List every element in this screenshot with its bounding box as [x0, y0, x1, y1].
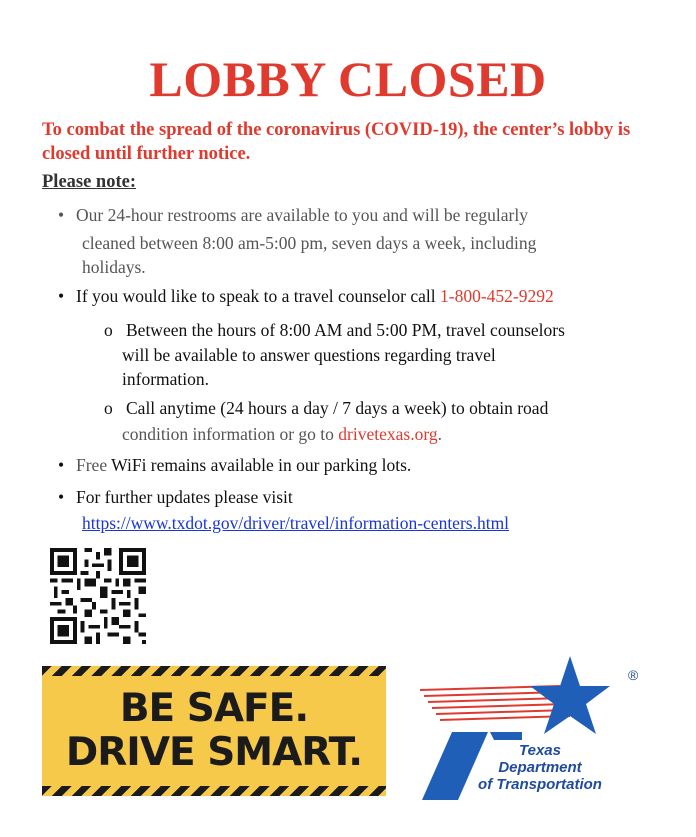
bullet-counselor — [58, 284, 554, 308]
restrooms-line-2: cleaned between 8:00 am-5:00 pm, seven days a week, including — [82, 233, 537, 253]
restrooms-line-1: Our 24-hour restrooms are available to you and will be regularly — [76, 205, 528, 225]
please-note-heading: Please note: — [42, 172, 137, 192]
bullet-restrooms — [58, 203, 528, 227]
sub-bullet-hours — [104, 318, 565, 342]
updates-url-row — [82, 511, 509, 535]
anytime-line-2-text: condition information or go to — [122, 424, 339, 444]
bullet-icon: • — [58, 205, 65, 225]
updates-text: For further updates please visit — [76, 487, 293, 507]
txdot-logo-text — [470, 742, 610, 793]
hours-line-1: Between the hours of 8:00 AM and 5:00 PM, travel counselors — [126, 320, 565, 340]
hazard-stripe-top — [42, 666, 386, 676]
txdot-url-link[interactable]: https://www.txdot.gov/driver/travel/information-centers.html — [82, 513, 510, 533]
banner-line-1: BE SAFE. — [119, 686, 309, 731]
circle-bullet-icon: o — [104, 320, 113, 340]
page-title: LOBBY CLOSED — [149, 51, 547, 107]
anytime-line-2 — [122, 422, 442, 446]
logo-line-1: Texas — [519, 742, 561, 759]
bullet-icon: • — [58, 455, 65, 475]
sub-bullet-anytime — [104, 396, 549, 420]
counselor-text: If you would like to speak to a travel counselor call — [76, 286, 440, 306]
restrooms-line-3: holidays. — [82, 257, 146, 277]
wifi-text: WiFi remains available in our parking lots. — [111, 455, 412, 475]
bullet-icon: • — [58, 286, 65, 306]
bullet-wifi — [58, 453, 412, 477]
logo-line-3: of Transportation — [478, 776, 602, 793]
bullet-icon: • — [58, 487, 65, 507]
anytime-line-1: Call anytime (24 hours a day / 7 days a week) to obtain road — [126, 398, 549, 418]
circle-bullet-icon: o — [104, 398, 113, 418]
wifi-lead: Free — [76, 455, 112, 475]
logo-line-2: Department — [498, 759, 582, 776]
banner-line-2: DRIVE SMART. — [65, 730, 363, 775]
registered-mark: ® — [628, 667, 639, 683]
drivetexas-link[interactable]: drivetexas.org — [338, 424, 438, 444]
bullet-updates — [58, 485, 293, 509]
intro-text: To combat the spread of the coronavirus (COVID-19), the center’s lobby is closed until further notice. — [42, 120, 631, 164]
be-safe-banner — [42, 666, 386, 796]
hazard-stripe-bottom — [42, 786, 386, 796]
qr-code-icon[interactable] — [50, 548, 146, 644]
counselor-phone[interactable]: 1-800-452-9292 — [440, 286, 554, 306]
anytime-end: . — [437, 424, 442, 444]
hours-line-3: information. — [122, 369, 209, 389]
hours-line-2: will be available to answer questions regarding travel — [122, 345, 496, 365]
